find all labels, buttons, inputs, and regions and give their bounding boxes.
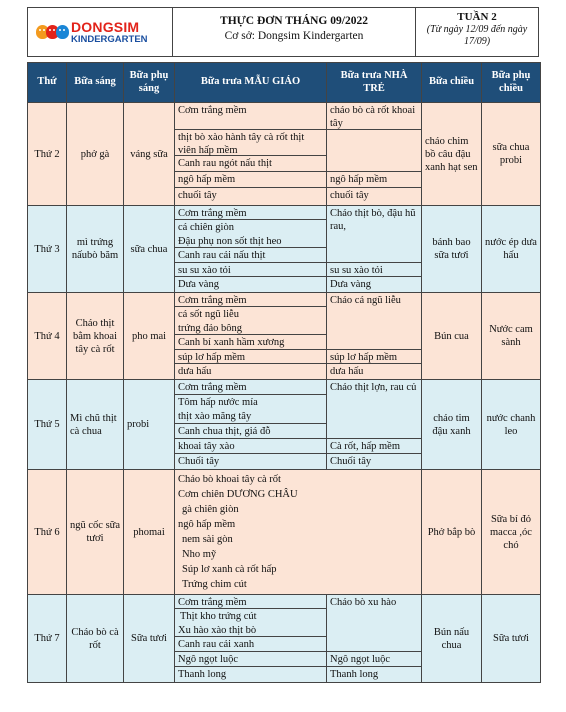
dish-item: Chuối tây bbox=[178, 456, 220, 467]
breakfast-cell: Mì chũ thịt cà chua bbox=[67, 380, 124, 470]
dish-item: dưa hấu bbox=[330, 366, 364, 377]
dish-item: ngô hấp mềm bbox=[178, 519, 236, 530]
menu-header bbox=[27, 7, 539, 57]
dish-item: Ngô ngọt luộc bbox=[175, 652, 326, 667]
col-afternoon-snack: Bữa phụ chiều bbox=[482, 63, 541, 103]
afternoon-snack-cell: nước ép dưa hấu bbox=[482, 206, 541, 293]
dish-item: Canh rau cải xanh bbox=[175, 637, 326, 652]
morning-snack-cell: Sữa tươi bbox=[124, 595, 175, 683]
col-morning-snack: Bữa phụ sáng bbox=[124, 63, 175, 103]
dish-item: ngô hấp mềm bbox=[327, 172, 421, 188]
nursery-lunch-cell bbox=[327, 595, 422, 683]
page-title: THỰC ĐƠN THÁNG 09/2022 bbox=[220, 15, 368, 27]
kg-lunch-cell bbox=[175, 380, 327, 470]
dish-item: trứng đảo bông bbox=[175, 321, 326, 335]
dish-item: Cơm trắng mềm bbox=[175, 103, 326, 130]
dish-item: Cơm chiên DƯƠNG CHÂU bbox=[178, 489, 298, 500]
dish-item: Cháo bò xu hào bbox=[327, 595, 421, 652]
dish-item: dưa hấu bbox=[178, 366, 212, 377]
dish-item: súp lơ hấp mềm bbox=[327, 350, 421, 364]
dish-item: Cơm trắng mềm bbox=[175, 595, 326, 609]
breakfast-cell: phở gà bbox=[67, 103, 124, 206]
dish-item: Thịt kho trứng cút bbox=[180, 611, 257, 622]
day-cell: Thứ 5 bbox=[28, 380, 67, 470]
dish-item: ngô hấp mềm bbox=[175, 172, 326, 188]
dish-item: Cháo thịt lợn, rau củ bbox=[327, 380, 421, 439]
kg-lunch-cell bbox=[175, 595, 327, 683]
morning-snack-cell: váng sữa bbox=[124, 103, 175, 206]
afternoon-cell: Bún nấu chua bbox=[422, 595, 482, 683]
week-label: TUẦN 2 bbox=[457, 11, 497, 23]
dish-item: nem sài gòn bbox=[182, 534, 233, 545]
dish-item: thịt xào măng tây bbox=[175, 409, 326, 424]
dish-item: Cơm trắng mềm bbox=[175, 293, 326, 307]
dish-item: su su xào tỏi bbox=[175, 263, 326, 277]
kg-lunch-cell bbox=[175, 103, 327, 206]
dish-item: Trứng chim cút bbox=[182, 579, 247, 590]
dish-item: Cháo bò khoai tây cà rốt bbox=[178, 474, 281, 485]
breakfast-cell: Cháo thịt bằm khoai tây cà rốt bbox=[67, 293, 124, 380]
table-row-thu-2 bbox=[28, 103, 541, 206]
dish-item: Tôm hấp nước mía bbox=[178, 397, 258, 408]
dish-item: Cơm trắng mềm bbox=[175, 206, 326, 220]
table-row-thu-5 bbox=[28, 380, 541, 470]
logo-sub: KINDERGARTEN bbox=[71, 33, 148, 45]
logo-icon bbox=[36, 25, 66, 39]
afternoon-cell: bánh bao sữa tươi bbox=[422, 206, 482, 293]
col-lunch-kindergarten: Bữa trưa MẪU GIÁO bbox=[175, 63, 327, 103]
afternoon-cell: cháo chim bồ câu đậu xanh hạt sen bbox=[422, 103, 482, 206]
dish-item bbox=[327, 130, 421, 172]
combined-lunch-cell bbox=[175, 470, 422, 595]
dish-item: Canh chua thịt, giá đỗ bbox=[175, 424, 326, 439]
dish-item: gà chiên giòn bbox=[182, 504, 239, 515]
table-header-row bbox=[28, 63, 541, 103]
col-lunch-nursery: Bữa trưa NHÀ TRẺ bbox=[327, 63, 422, 103]
col-day: Thứ bbox=[28, 63, 67, 103]
week-range: (Từ ngày 12/09 đến ngày 17/09) bbox=[426, 23, 528, 47]
table-row-thu-4 bbox=[28, 293, 541, 380]
dish-item: Chuối tây bbox=[330, 456, 372, 467]
kg-lunch-cell bbox=[175, 293, 327, 380]
breakfast-cell: mì trứng nấubò băm bbox=[67, 206, 124, 293]
nursery-lunch-cell bbox=[327, 206, 422, 293]
morning-snack-cell: pho mai bbox=[124, 293, 175, 380]
afternoon-cell: cháo tim đậu xanh bbox=[422, 380, 482, 470]
dish-item: Cà rốt, hấp mềm bbox=[327, 439, 421, 454]
day-cell: Thứ 4 bbox=[28, 293, 67, 380]
dish-item: chuối tây bbox=[178, 190, 217, 201]
menu-table bbox=[27, 62, 541, 683]
dish-item: Nho mỹ bbox=[182, 549, 217, 560]
nursery-lunch-cell bbox=[327, 293, 422, 380]
dish-item: Cơm trắng mềm bbox=[175, 380, 326, 395]
morning-snack-cell: sữa chua bbox=[124, 206, 175, 293]
dish-item: Đậu phụ non sốt thịt heo bbox=[175, 234, 326, 248]
kg-lunch-cell bbox=[175, 206, 327, 293]
nursery-lunch-cell bbox=[327, 103, 422, 206]
table-row-thu-6 bbox=[28, 470, 541, 595]
logo-brand: DONGSIM bbox=[71, 18, 140, 35]
afternoon-snack-cell: Nước cam sành bbox=[482, 293, 541, 380]
dish-item: Dưa vàng bbox=[178, 279, 219, 290]
breakfast-cell: ngũ cốc sữa tươi bbox=[67, 470, 124, 595]
nursery-lunch-cell bbox=[327, 380, 422, 470]
day-cell: Thứ 7 bbox=[28, 595, 67, 683]
title-block bbox=[173, 8, 416, 56]
table-row-thu-7 bbox=[28, 595, 541, 683]
dish-item: chuối tây bbox=[330, 190, 369, 201]
dish-item: Dưa vàng bbox=[330, 279, 371, 290]
afternoon-snack-cell: Sữa tươi bbox=[482, 595, 541, 683]
morning-snack-cell: probi bbox=[124, 380, 175, 470]
breakfast-cell: Cháo bò cà rốt bbox=[67, 595, 124, 683]
afternoon-snack-cell: nước chanh leo bbox=[482, 380, 541, 470]
dish-item: cá sốt ngũ liễu bbox=[178, 309, 239, 320]
col-afternoon: Bữa chiều bbox=[422, 63, 482, 103]
dish-item: Cháo cá ngũ liễu bbox=[327, 293, 421, 350]
dish-item: Canh rau ngót nấu thịt bbox=[175, 156, 326, 172]
dish-item: khoai tây xào bbox=[175, 439, 326, 454]
afternoon-cell: Phở bắp bò bbox=[422, 470, 482, 595]
afternoon-snack-cell: Sữa bí đỏ macca ,óc chó bbox=[482, 470, 541, 595]
morning-snack-cell: phomai bbox=[124, 470, 175, 595]
school-logo bbox=[28, 8, 173, 56]
facility-label: Cơ sở: Dongsim Kindergarten bbox=[224, 30, 364, 42]
dish-item: cháo bò cà rốt khoai tây bbox=[327, 103, 421, 130]
col-breakfast: Bữa sáng bbox=[67, 63, 124, 103]
dish-item: súp lơ hấp mềm bbox=[175, 350, 326, 364]
table-row-thu-3 bbox=[28, 206, 541, 293]
day-cell: Thứ 2 bbox=[28, 103, 67, 206]
dish-item: Xu hào xào thịt bò bbox=[175, 623, 326, 637]
dish-item: Cháo thịt bò, đậu hũ rau, bbox=[327, 206, 421, 263]
day-cell: Thứ 6 bbox=[28, 470, 67, 595]
dish-item: Súp lơ xanh cà rốt hấp bbox=[182, 564, 277, 575]
dish-item: Thanh long bbox=[178, 669, 227, 680]
dish-item: Ngô ngọt luộc bbox=[327, 652, 421, 667]
dish-item: Canh rau cải nấu thịt bbox=[175, 248, 326, 263]
dish-item: thịt bò xào hành tây cà rốt thịt viên hấp mềm bbox=[175, 130, 326, 156]
dish-item: Thanh long bbox=[330, 669, 379, 680]
week-block bbox=[416, 8, 538, 56]
afternoon-cell: Bún cua bbox=[422, 293, 482, 380]
dish-item: Canh bí xanh hầm xương bbox=[175, 335, 326, 350]
dish-item: cá chiên giòn bbox=[178, 222, 234, 233]
dish-item: su su xào tỏi bbox=[327, 263, 421, 277]
afternoon-snack-cell: sữa chua probi bbox=[482, 103, 541, 206]
day-cell: Thứ 3 bbox=[28, 206, 67, 293]
